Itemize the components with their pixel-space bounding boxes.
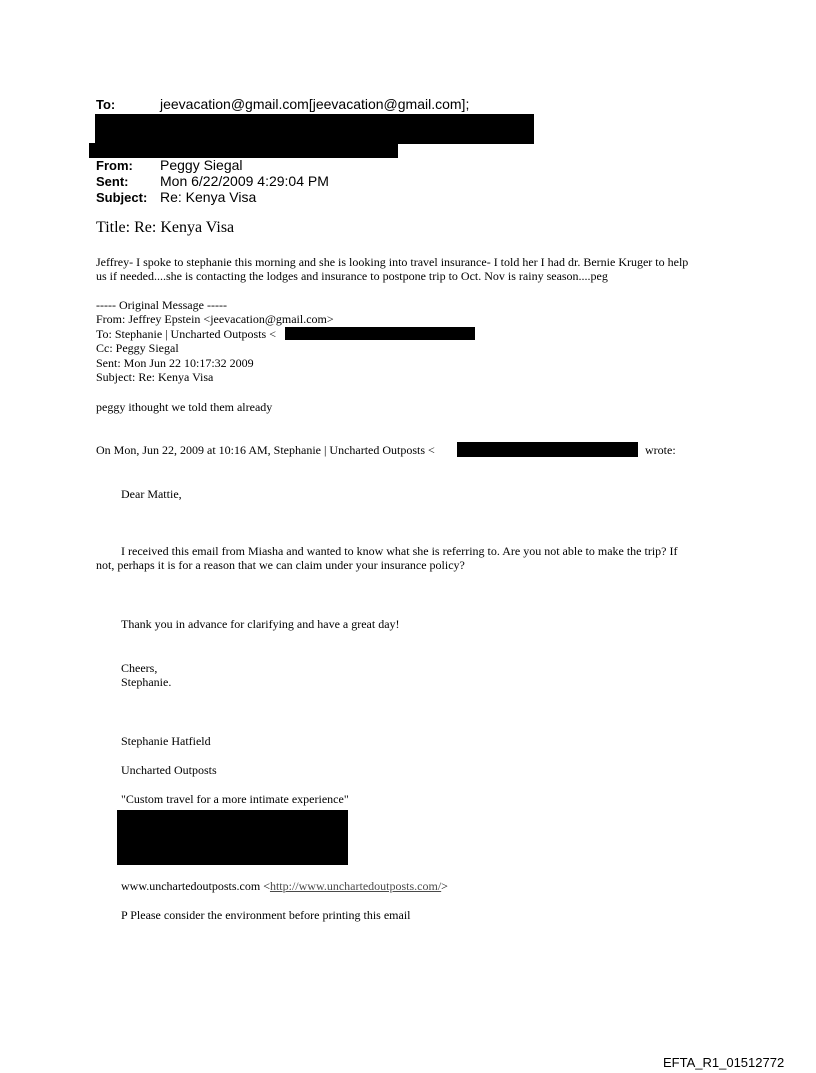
quoted-paragraph-line: I received this email from Miasha and wanted to know what she is referring to. Are you not able to make the trip? If [121, 544, 678, 558]
quote-intro-wrote: wrote: [645, 443, 676, 457]
original-subject: Subject: Re: Kenya Visa [96, 370, 214, 384]
subject-value: Re: Kenya Visa [160, 189, 257, 205]
signature-name: Stephanie Hatfield [121, 734, 211, 748]
to-value: jeevacation@gmail.com[jeevacation@gmail.com]; [160, 96, 470, 112]
environment-note: P Please consider the environment before printing this email [121, 908, 411, 922]
sent-value: Mon 6/22/2009 4:29:04 PM [160, 173, 329, 189]
signature-company: Uncharted Outposts [121, 763, 217, 777]
original-to: To: Stephanie | Uncharted Outposts < [96, 327, 276, 341]
website-line [121, 879, 448, 894]
redaction-block [117, 810, 348, 865]
document-id: EFTA_R1_01512772 [663, 1055, 785, 1070]
from-value: Peggy Siegal [160, 157, 243, 173]
to-label: To: [96, 97, 116, 112]
original-from: From: Jeffrey Epstein <jeevacation@gmail.com> [96, 312, 334, 326]
sent-label: Sent: [96, 174, 129, 189]
subject-label: Subject: [96, 190, 148, 205]
from-label: From: [96, 158, 133, 173]
redaction-bar [285, 327, 475, 340]
message-line: Jeffrey- I spoke to stephanie this morning and she is looking into travel insurance- I told her I had dr. Bernie Kruger to help [96, 255, 689, 269]
website-link[interactable]: http://www.unchartedoutposts.com/ [269, 879, 442, 893]
original-message-separator: ----- Original Message ----- [96, 298, 227, 312]
original-sent: Sent: Mon Jun 22 10:17:32 2009 [96, 356, 254, 370]
original-cc: Cc: Peggy Siegal [96, 341, 179, 355]
redaction-bar [89, 143, 398, 158]
signature-tagline: "Custom travel for a more intimate experience" [121, 792, 349, 806]
quoted-cheers: Cheers, [121, 661, 158, 675]
website-close: > [441, 879, 448, 893]
quoted-greeting: Dear Mattie, [121, 487, 182, 501]
redaction-bar [457, 442, 638, 457]
quote-intro: On Mon, Jun 22, 2009 at 10:16 AM, Stephanie | Uncharted Outposts < [96, 443, 435, 457]
message-line: us if needed....she is contacting the lodges and insurance to postpone trip to Oct. Nov is rainy season....peg [96, 269, 608, 283]
quoted-paragraph-line: not, perhaps it is for a reason that we can claim under your insurance policy? [96, 558, 465, 572]
reply-text: peggy ithought we told them already [96, 400, 273, 414]
quoted-thanks: Thank you in advance for clarifying and have a great day! [121, 617, 400, 631]
document-title: Title: Re: Kenya Visa [96, 219, 235, 236]
redaction-bar [95, 114, 534, 144]
quoted-name-short: Stephanie. [121, 675, 172, 689]
website-text: www.unchartedoutposts.com < [121, 879, 270, 893]
